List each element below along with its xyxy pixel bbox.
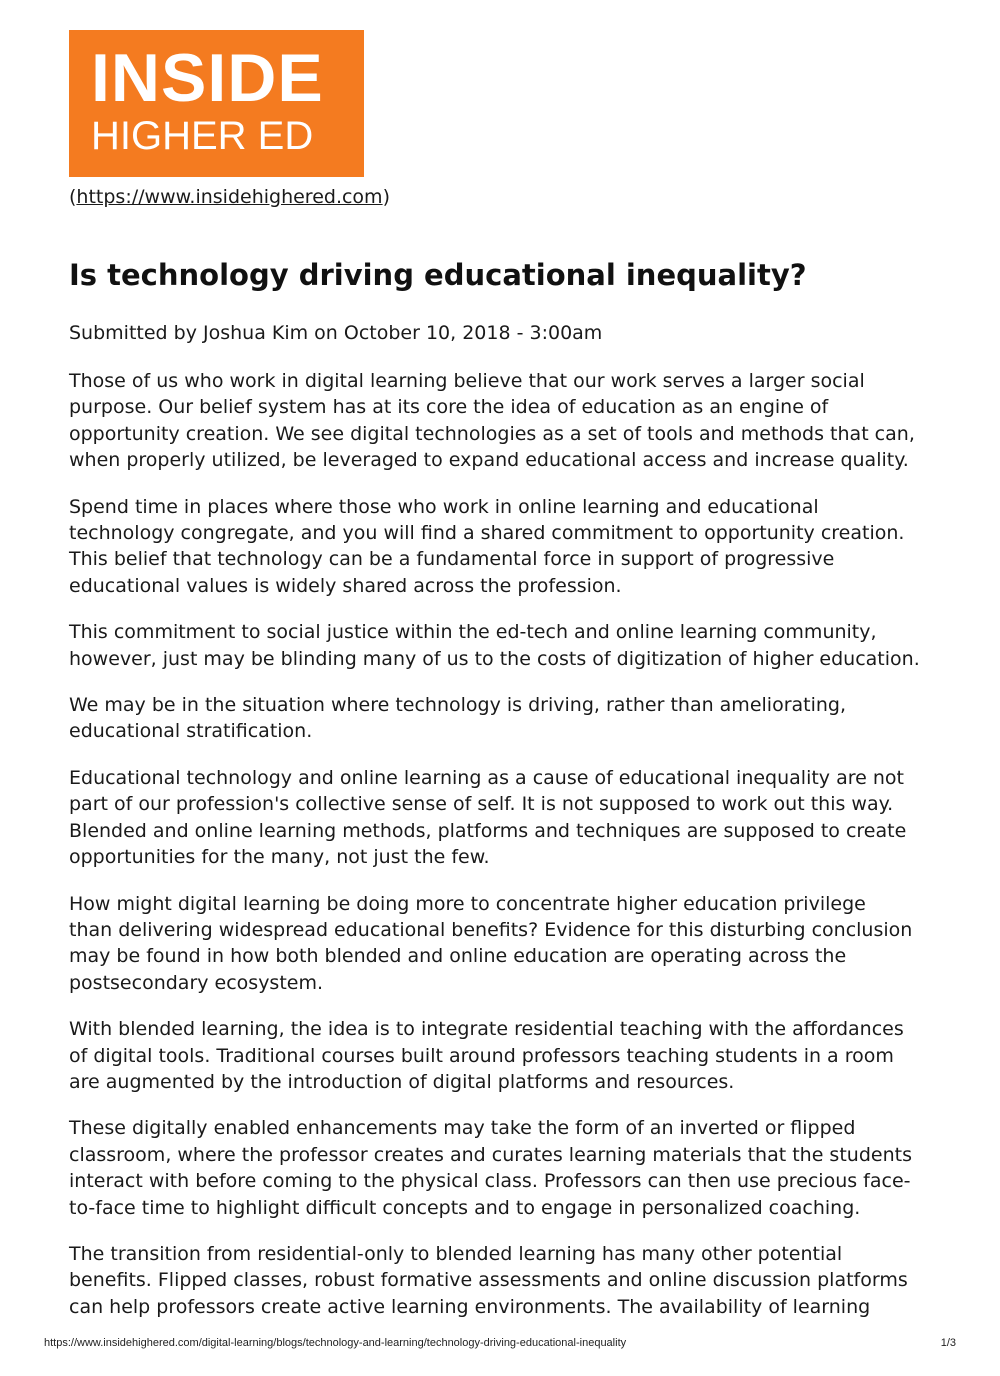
paragraph-line: educational stratification. <box>69 720 313 743</box>
paragraph-line: are augmented by the introduction of digital platforms and resources. <box>69 1070 735 1093</box>
paragraph <box>69 765 959 871</box>
paragraph-line: opportunity creation. We see digital technologies as a set of tools and methods that can, <box>69 422 915 445</box>
paragraph-line: Blended and online learning methods, platforms and techniques are supposed to create <box>69 819 907 842</box>
article-byline: Submitted by Joshua Kim on October 10, 2018 - 3:00am <box>69 322 603 344</box>
source-link-line <box>69 184 390 210</box>
footer-page-number: 1/3 <box>940 1337 956 1349</box>
logo-text-higher-ed: HIGHER ED <box>91 114 314 158</box>
paragraph-line: Spend time in places where those who work in online learning and educational <box>69 495 819 518</box>
paragraph-line: of digital tools. Traditional courses built around professors teaching students in a room <box>69 1044 894 1067</box>
paragraph-line: Educational technology and online learning as a cause of educational inequality are not <box>69 766 904 789</box>
paragraph-line: educational values is widely shared across the profession. <box>69 574 622 597</box>
source-link[interactable]: https://www.insidehighered.com <box>76 186 383 208</box>
paragraph-line: With blended learning, the idea is to integrate residential teaching with the affordances <box>69 1018 904 1041</box>
paragraph-line: part of our profession's collective sense of self. It is not supposed to work out this way. <box>69 793 894 816</box>
paragraph-line: benefits. Flipped classes, robust formative assessments and online discussion platforms <box>69 1269 908 1292</box>
paragraph-line: We may be in the situation where technology is driving, rather than ameliorating, <box>69 694 847 717</box>
paragraph-line: These digitally enabled enhancements may take the form of an inverted or flipped <box>69 1117 856 1140</box>
paragraph <box>69 1016 959 1095</box>
paragraph-line: purpose. Our belief system has at its core the idea of education as an engine of <box>69 396 829 419</box>
close-paren: ) <box>382 186 390 208</box>
paragraph-line: to-face time to highlight difficult concepts and to engage in personalized coaching. <box>69 1196 861 1219</box>
paragraph-line: postsecondary ecosystem. <box>69 971 324 994</box>
paragraph-line: This commitment to social justice within the ed-tech and online learning community, <box>69 621 877 644</box>
open-paren: ( <box>69 186 77 208</box>
paragraph <box>69 1241 959 1320</box>
paragraph-line: technology congregate, and you will find a shared commitment to opportunity creation. <box>69 522 905 545</box>
logo-text-inside: INSIDE <box>91 40 324 116</box>
paragraph-line: opportunities for the many, not just the few. <box>69 846 490 869</box>
article-body <box>69 368 959 1340</box>
paragraph-line: classroom, where the professor creates and curates learning materials that the students <box>69 1143 912 1166</box>
paragraph <box>69 1115 959 1221</box>
paragraph-line: How might digital learning be doing more to concentrate higher education privilege <box>69 892 866 915</box>
paragraph-line: The transition from residential-only to blended learning has many other potential <box>69 1242 843 1265</box>
paragraph-line: when properly utilized, be leveraged to expand educational access and increase quality. <box>69 449 909 472</box>
site-logo[interactable] <box>69 30 364 177</box>
paragraph <box>69 494 959 600</box>
paragraph <box>69 619 959 672</box>
paragraph <box>69 891 959 997</box>
paragraph-line: than delivering widespread educational benefits? Evidence for this disturbing conclusion <box>69 918 913 941</box>
paragraph <box>69 692 959 745</box>
paragraph-line: Those of us who work in digital learning believe that our work serves a larger social <box>69 370 865 392</box>
paragraph <box>69 368 959 474</box>
paragraph-line: This belief that technology can be a fundamental force in support of progressive <box>69 548 835 571</box>
paragraph-line: interact with before coming to the physical class. Professors can then use precious face- <box>69 1170 911 1193</box>
paragraph-line: may be found in how both blended and online education are operating across the <box>69 945 847 968</box>
article-title: Is technology driving educational inequality? <box>69 258 807 292</box>
footer-page-url: https://www.insidehighered.com/digital-learning/blogs/technology-and-learning/technology-driving-educational-inequality <box>44 1337 627 1349</box>
paragraph-line: can help professors create active learning environments. The availability of learning <box>69 1295 871 1318</box>
paragraph-line: however, just may be blinding many of us to the costs of digitization of higher education. <box>69 647 920 670</box>
